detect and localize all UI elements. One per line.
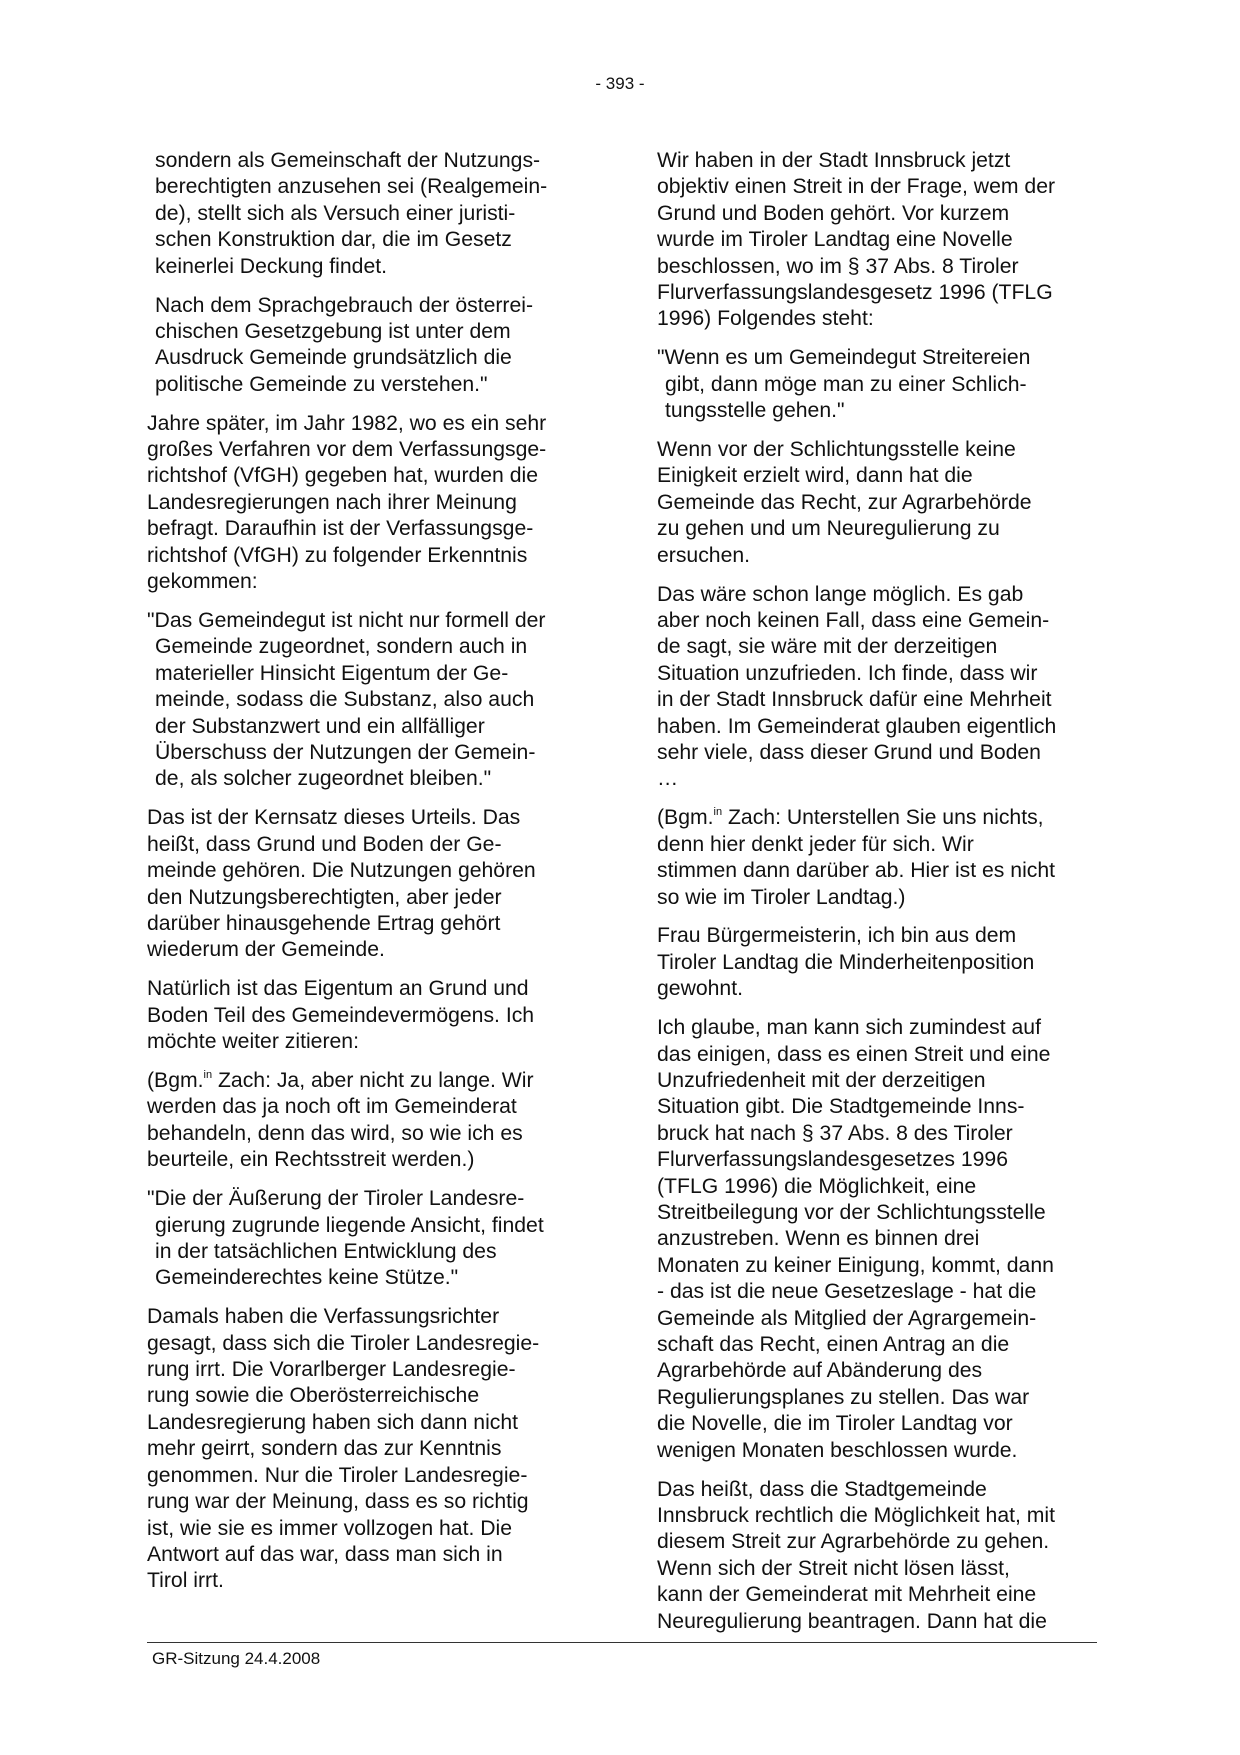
interjection-paragraph <box>657 805 1097 911</box>
paragraph: Damals haben die Verfassungsrichter gesagt, dass sich die Tiroler Landesregie- rung irrt. Die Vorarlberger Landesregie- rung sowie die Oberösterreichische Landesregierung haben sich dann nicht mehr geirrt, sondern das zur Kenntnis genommen. Nur die Tiroler Landesregie- rung war der Meinung, dass es so richtig ist, wie sie es immer vollzogen hat. Die Antwort auf das war, dass man sich in Tirol irrt. <box>147 1305 540 1593</box>
speaker-superscript: in <box>713 806 723 819</box>
paragraph: Das heißt, dass die Stadtgemeinde Innsbruck rechtlich die Möglichkeit hat, mit diesem Streit zur Agrarbehörde zu gehen. Wenn sich der Streit nicht lösen lässt, kann der Gemeinderat mit Mehrheit eine Neuregulierung beantragen. Dann hat die <box>657 1477 1056 1633</box>
interjection-paragraph <box>147 1068 587 1174</box>
speaker-superscript: in <box>203 1069 213 1081</box>
paragraph: Wir haben in der Stadt Innsbruck jetzt objektiv einen Streit in der Frage, wem der Grund und Boden gehört. Vor kurzem wurde im Tiroler Landtag eine Novelle beschlossen, wo im § 37 Abs. 8 Tiroler Flurverfassungslandesgesetz 1996 (TFLG 1996) Folgendes steht: <box>657 149 1056 331</box>
page-number: - 393 - <box>595 74 645 93</box>
interjection-text: Zach: Unterstellen Sie uns nichts, denn hier denkt jeder für sich. Wir stimmen dann darüber ab. Hier ist es nicht so wie im Tiroler Landtag.) <box>657 806 1056 909</box>
paragraph: Natürlich ist das Eigentum an Grund und Boden Teil des Gemeindevermögens. Ich möchte weiter zitieren: <box>147 977 535 1054</box>
paragraph: Das ist der Kernsatz dieses Urteils. Das heißt, dass Grund und Boden der Ge- meinde gehören. Die Nutzungen gehören den Nutzungsberechtigten, aber jeder darüber hinausgehende Ertrag gehört wiederum der Gemeinde. <box>147 806 536 962</box>
right-column <box>657 148 1097 1648</box>
interjection-text: Zach: Ja, aber nicht zu lange. Wir werden das ja noch oft im Gemeinderat behandeln, denn das wird, so wie ich es beurteile, ein Rechtsstreit werden.) <box>147 1069 534 1172</box>
footer-divider <box>147 1642 1097 1643</box>
speaker-prefix: (Bgm. <box>657 806 714 830</box>
paragraph: Das wäre schon lange möglich. Es gab aber noch keinen Fall, dass eine Gemein- de sagt, sie wäre mit der derzeitigen Situation unzufrieden. Ich finde, dass wir in der Stadt Innsbruck dafür eine Mehrheit haben. Im Gemeinderat glauben eigentlich sehr viele, dass dieser Grund und Boden … <box>657 582 1057 791</box>
paragraph: Jahre später, im Jahr 1982, wo es ein sehr großes Verfahren vor dem Verfassungsge- richtshof (VfGH) gegeben hat, wurden die Landesregierungen nach ihrer Meinung befragt. Daraufhin ist der Verfassungsge- richtshof (VfGH) zu folgender Erkenntnis gekommen: <box>147 411 547 594</box>
paragraph: Frau Bürgermeisterin, ich bin aus dem Tiroler Landtag die Minderheitenposition gewohnt. <box>657 924 1035 1001</box>
paragraph: sondern als Gemeinschaft der Nutzungs- berechtigten anzusehen sei (Realgemein- de), stellt sich als Versuch einer juristi- schen Konstruktion dar, die im Gesetz keinerlei Deckung findet. <box>155 149 548 278</box>
paragraph: Wenn vor der Schlichtungsstelle keine Einigkeit erzielt wird, dann hat die Gemeinde das Recht, zur Agrarbehörde zu gehen und um Neuregulierung zu ersuchen. <box>657 438 1032 567</box>
quote-paragraph: "Das Gemeindegut ist nicht nur formell der Gemeinde zugeordnet, sondern auch in materieller Hinsicht Eigentum der Ge- meinde, sodass die Substanz, also auch der Substanzwert und ein allfälliger Überschuss der Nutzungen der Gemein- de, als solcher zugeordnet bleiben." <box>147 609 546 791</box>
paragraph: Ich glaube, man kann sich zumindest auf das einigen, dass es einen Streit und eine Unzufriedenheit mit der derzeitigen Situation gibt. Die Stadtgemeinde Inns- bruck hat nach § 37 Abs. 8 des Tiroler Flurverfassungslandesgesetzes 1996 (TFLG 1996) die Möglichkeit, eine Streitbeilegung vor der Schlichtungsstelle anzustreben. Wenn es binnen drei Monaten zu keiner Einigung, kommt, dann - das ist die neue Gesetzeslage - hat die Gemeinde als Mitglied der Agrargemein- schaft das Recht, einen Antrag an die Agrarbehörde auf Abänderung des Regulierungsplanes zu stellen. Das war die Novelle, die im Tiroler Landtag vor wenigen Monaten beschlossen wurde. <box>657 1016 1054 1462</box>
paragraph: Nach dem Sprachgebrauch der österrei- chischen Gesetzgebung ist unter dem Ausdruck Gemeinde grundsätzlich die politische Gemeinde zu verstehen." <box>155 293 534 396</box>
quote-paragraph: "Die der Äußerung der Tiroler Landesre- gierung zugrunde liegende Ansicht, findet in der tatsächlichen Entwicklung des Gemeinderechtes keine Stütze." <box>147 1187 544 1290</box>
footer-text: GR-Sitzung 24.4.2008 <box>152 1649 321 1668</box>
quote-paragraph: "Wenn es um Gemeindegut Streitereien gibt, dann möge man zu einer Schlich- tungsstelle gehen." <box>657 346 1031 423</box>
left-column <box>147 148 587 1607</box>
speaker-prefix: (Bgm. <box>147 1069 204 1092</box>
